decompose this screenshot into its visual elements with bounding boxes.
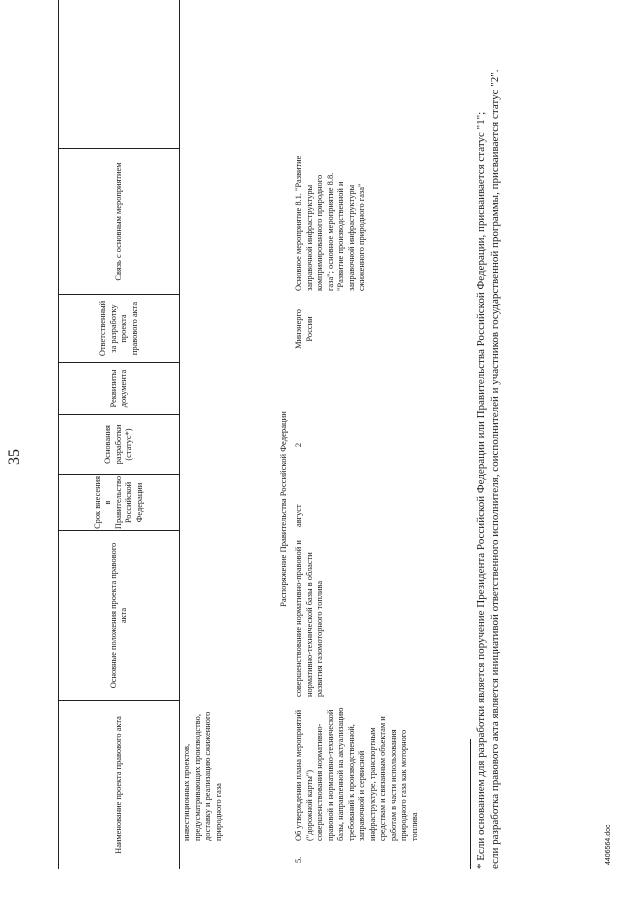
row-name: Об утверждении плана мероприятий ("дорожной карты") совершенствования нормативно-правовой и нормативно-технической базы, направленной на актуализацию требований к производственной, заправочной и сервисной инфраструктуре, транспортным средствам и связанным объектам и работам в части использования природного газа как моторного топлива [294, 707, 419, 841]
header-main-provisions: Основные положения проекта правового акта [59, 531, 179, 701]
section-title: Распоряжение Правительства Российской Федерации [278, 411, 288, 607]
row-requisites [292, 363, 422, 415]
row-deadline: август [294, 504, 303, 527]
header-name: Наименование проекта правового акта [113, 716, 123, 854]
row-responsible: Минэнерго России [294, 309, 314, 349]
header-responsible: Ответственный за разработку проекта правового акта [59, 295, 179, 363]
row-main-provisions: совершенствование нормативно-правовой и нормативно-технической базы в области развития газомоторного топлива [294, 540, 324, 697]
row-link: Основное мероприятие 8.1. "Развитие заправочной инфраструктуры компримированного природного газа"; основное мероприятие 8.8. "Развитие производственной и заправочной инфраструктуры сжиженного природного газа" [294, 155, 366, 291]
document-filename: 4406564.doc [605, 824, 612, 865]
table-row [292, 0, 422, 869]
row-number: 5. [294, 856, 303, 863]
footnote-line-1: * Если основанием для разработки является поручение Президента Российской Федерации или Правительства Российской Федерации, присваивается статус "1"; [475, 111, 487, 869]
footnote-divider [470, 739, 471, 869]
header-link: Связь с основным мероприятием [59, 149, 179, 295]
legal-acts-table [58, 0, 422, 869]
page-number: 35 [6, 449, 23, 465]
header-spacer [59, 0, 179, 149]
continuation-text: инвестиционных проектов, предусматривающих производство, доставку и реализацию сжиженного природного газа [182, 711, 223, 841]
section-row [276, 0, 292, 869]
continuation-row [180, 0, 276, 869]
header-basis: Основания разработки (статус*) [59, 415, 179, 475]
table-header [58, 0, 180, 869]
footnote-line-2: если разработка правового акта является инициативой ответственного исполнителя, соисполнителей и участников государственной программы, присваивается статус "2". [489, 69, 502, 869]
header-requisites: Реквизиты документа [59, 363, 179, 415]
header-deadline: Срок внесения в Правительство Российской Федерации [59, 475, 179, 531]
row-basis: 2 [294, 442, 303, 448]
footnote [474, 49, 503, 869]
